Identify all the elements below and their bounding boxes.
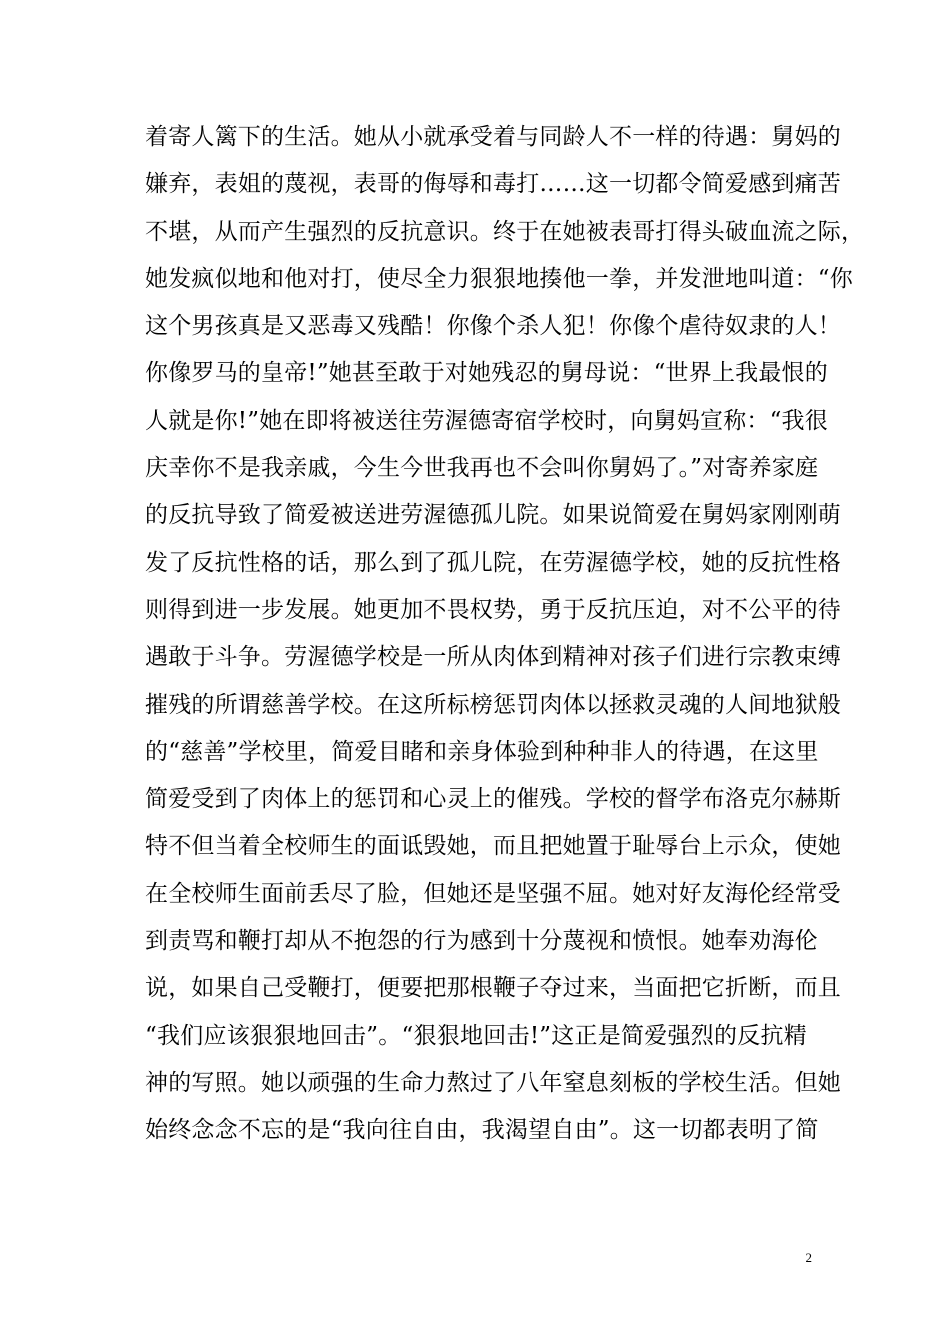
text-line: 在全校师生面前丢尽了脸，但她还是坚强不屈。她对好友海伦经常受 [145, 880, 841, 907]
text-line: 着寄人篱下的生活。她从小就承受着与同龄人不一样的待遇：舅妈的 [145, 124, 841, 150]
text-line: 到责骂和鞭打却从不抱怨的行为感到十分蔑视和愤恨。她奉劝海伦 [145, 928, 818, 955]
text-line: 嫌弃，表姐的蔑视，表哥的侮辱和毒打……这一切都令简爱感到痛苦 [145, 171, 841, 198]
text-line: “我们应该狠狠地回击”。“狠狠地回击!”这正是简爱强烈的反抗精 [145, 1022, 807, 1049]
text-line: 发了反抗性格的话，那么到了孤儿院，在劳渥德学校，她的反抗性格 [145, 549, 841, 576]
text-line: 始终念念不忘的是“我向往自由，我渴望自由”。这一切都表明了简 [145, 1117, 819, 1144]
text-line: 遇敢于斗争。劳渥德学校是一所从肉体到精神对孩子们进行宗教束缚 [145, 644, 841, 671]
body-text [145, 114, 865, 1155]
text-line: 她发疯似地和他对打，使尽全力狠狠地揍他一拳，并发泄地叫道：“你 [145, 265, 853, 292]
text-line: 你像罗马的皇帝!”她甚至敢于对她残忍的舅母说：“世界上我最恨的 [145, 360, 828, 387]
text-line: 不堪，从而产生强烈的反抗意识。终于在她被表哥打得头破血流之际， [145, 218, 865, 245]
text-line: 神的写照。她以顽强的生命力熬过了八年窒息刻板的学校生活。但她 [145, 1069, 841, 1096]
text-line: 的“慈善”学校里，简爱目睹和亲身体验到种种非人的待遇，在这里 [145, 738, 819, 765]
text-line: 庆幸你不是我亲戚，今生今世我再也不会叫你舅妈了。”对寄养家庭 [145, 455, 819, 482]
text-line: 简爱受到了肉体上的惩罚和心灵上的催残。学校的督学布洛克尔赫斯 [145, 786, 841, 813]
page-number: 2 [805, 1250, 812, 1265]
text-line: 说，如果自己受鞭打，便要把那根鞭子夺过来，当面把它折断，而且 [145, 975, 841, 1002]
text-line: 则得到进一步发展。她更加不畏权势，勇于反抗压迫，对不公平的待 [145, 596, 841, 623]
text-line: 的反抗导致了简爱被送进劳渥德孤儿院。如果说简爱在舅妈家刚刚萌 [145, 502, 841, 529]
text-line: 人就是你!”她在即将被送往劳渥德寄宿学校时，向舅妈宣称：“我很 [145, 407, 828, 434]
text-line: 这个男孩真是又恶毒又残酷！你像个杀人犯！你像个虐待奴隶的人！ [145, 313, 841, 340]
text-line: 摧残的所谓慈善学校。在这所标榜惩罚肉体以拯救灵魂的人间地狱般 [145, 691, 841, 718]
text-line: 特不但当着全校师生的面诋毁她，而且把她置于耻辱台上示众，使她 [145, 833, 841, 860]
